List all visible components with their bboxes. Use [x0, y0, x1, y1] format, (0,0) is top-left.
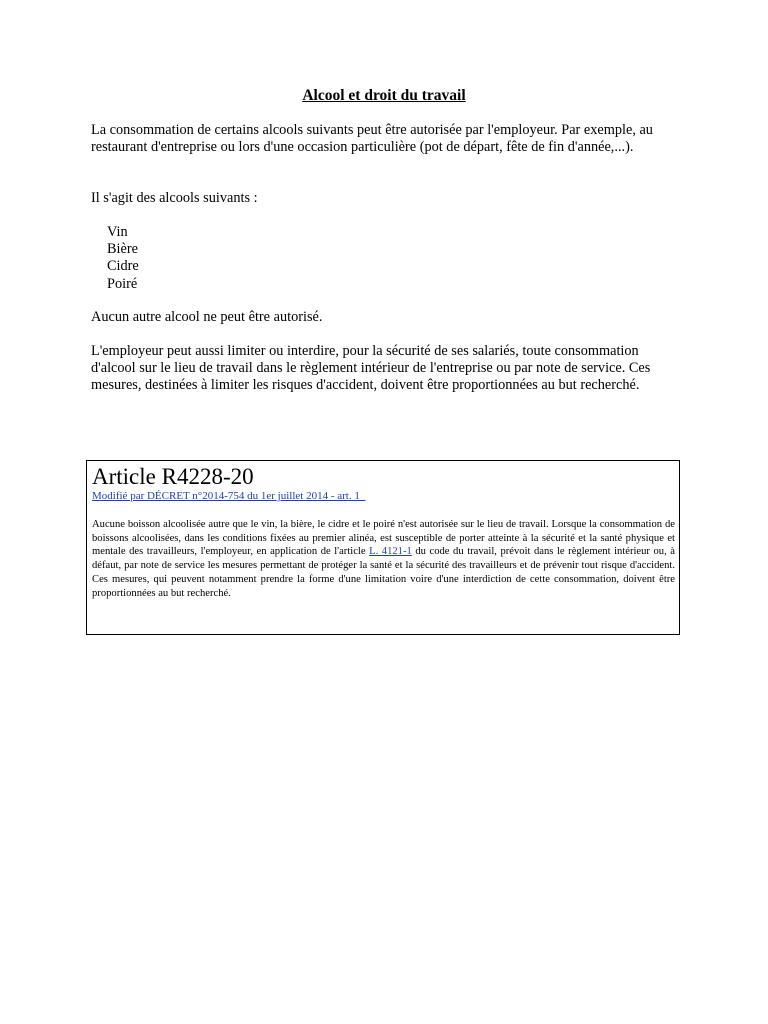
- list-item-poire: Poiré: [107, 275, 138, 292]
- article-body: [92, 518, 675, 600]
- article-body-text-part1: Aucune boisson alcoolisée autre que le vin, la bière, le cidre et le poiré n'est autorisée sur le lieu de travail. Lorsque la consommation de boissons alcoolisées, dans les conditions fixées au premier alinéa, est susceptible de porter atteinte à la sécurité et la santé physique et mentale des travailleurs, l'employeur, en application de l'article: [92, 519, 675, 558]
- document-title: Alcool et droit du travail: [302, 87, 466, 104]
- no-other-alcohol-text: Aucun autre alcool ne peut être autorisé.: [91, 309, 323, 325]
- decree-modification-link[interactable]: Modifié par DÉCRET n°2014-754 du 1er juillet 2014 - art. 1: [92, 490, 366, 502]
- intro-paragraph: La consommation de certains alcools suivants peut être autorisée par l'employeur. Par exemple, au restaurant d'entreprise ou lors d'une occasion particulière (pot de départ, fête de fin d'année,...).: [91, 122, 653, 156]
- list-item-cidre: Cidre: [107, 258, 139, 275]
- alcohol-list: [107, 224, 139, 293]
- list-item-vin: Vin: [107, 224, 128, 240]
- list-intro-text: Il s'agit des alcools suivants :: [91, 190, 258, 206]
- list-item-biere: Bière: [107, 241, 138, 258]
- employer-paragraph: L'employeur peut aussi limiter ou interdire, pour la sécurité de ses salariés, toute consommation d'alcool sur le lieu de travail dans le règlement intérieur de l'entreprise ou par note de service. Ces mesures, destinées à limiter les risques d'accident, doivent être proportionnées au but recherché.: [91, 343, 651, 394]
- article-body-text-part2: du code du travail, prévoit dans le règlement intérieur ou, à défaut, par note de service les mesures permettant de protéger la santé et la sécurité des travailleurs et de prévenir tout risque d'accident. Ces mesures, qui peuvent notamment prendre la forme d'une limitation voire d'une interdiction de cette consommation, doivent être proportionnées au but recherché.: [92, 546, 676, 599]
- code-article-link[interactable]: L. 4121-1: [369, 546, 412, 558]
- article-heading: Article R4228-20: [92, 464, 254, 489]
- article-box: [86, 460, 680, 635]
